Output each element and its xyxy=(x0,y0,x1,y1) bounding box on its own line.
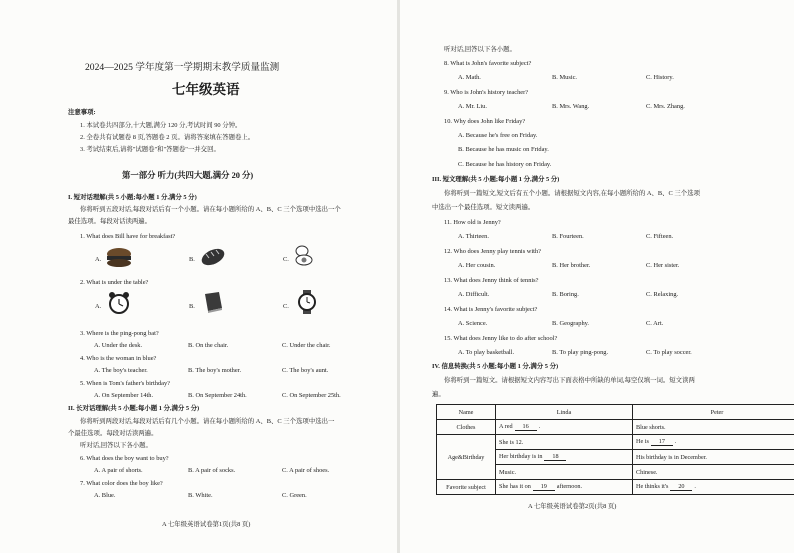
section-i-instruction-2: 最佳选项。每段对话读两遍。 xyxy=(68,218,152,225)
section-ii-instruction-1: 你将听到两段对话,每段对话后有几个小题。请在每小题所给的 A、B、C 三个选项中选出一 xyxy=(80,418,335,425)
q9-option-c: C. Mrs. Zhang. xyxy=(646,103,685,110)
q15-option-b: B. To play ping-pong. xyxy=(552,349,609,356)
note-2: 2. 全卷共有试题卷 8 页,答题卷 2 页。请将答案填在答题卷上。 xyxy=(80,134,255,141)
q13-option-a: A. Difficult. xyxy=(458,291,490,298)
q2-label-b: B. xyxy=(189,303,195,310)
q1-label-b: B. xyxy=(189,256,195,263)
peter-age-cell xyxy=(633,435,794,450)
q5-option-a: A. On September 14th. xyxy=(94,392,154,399)
linda-favorite-text: She has it on xyxy=(499,483,531,490)
book-icon xyxy=(198,290,228,314)
header-name: Name xyxy=(437,405,496,420)
q11-option-b: B. Fourteen. xyxy=(552,233,584,240)
question-1: 1. What does Bill have for breakfast? xyxy=(80,233,176,240)
linda-favorite-cell xyxy=(496,480,633,495)
q7-option-a: A. Blue. xyxy=(94,492,116,499)
right-page xyxy=(400,0,794,553)
peter-birthday-cell: His birthday is in December. xyxy=(633,450,794,465)
q13-option-c: C. Relaxing. xyxy=(646,291,679,298)
page-footer-left: A 七年级英语试卷第1页(共8 页) xyxy=(162,521,251,528)
linda-age-cell: She is 12. xyxy=(496,435,633,450)
question-14: 14. What is Jenny's favorite subject? xyxy=(444,306,538,313)
blank-17[interactable]: 17 xyxy=(651,438,673,446)
q7-option-b: B. White. xyxy=(188,492,213,499)
table-row-clothes xyxy=(437,420,794,435)
subject-title: 七年级英语 xyxy=(172,82,240,97)
row-label-clothes: Clothes xyxy=(437,420,496,435)
q10-option-b: B. Because he has music on Friday. xyxy=(458,146,549,153)
header-linda: Linda xyxy=(496,405,633,420)
q1-label-a: A. xyxy=(95,256,102,263)
q11-option-c: C. Fifteen. xyxy=(646,233,674,240)
q8-option-a: A. Math. xyxy=(458,74,481,81)
row-label-favorite-subject: Favorite subject xyxy=(437,480,496,495)
section-iii-heading: III. 短文理解(共 5 小题;每小题 1 分,满分 5 分) xyxy=(432,176,560,183)
linda-clothes-cell xyxy=(496,420,633,435)
q6-option-c: C. A pair of shoes. xyxy=(282,467,330,474)
question-11: 11. How old is Jenny? xyxy=(444,219,501,226)
section-ii-instruction-3: 听对话,回答以下各小题。 xyxy=(80,442,152,449)
page-footer-right: A 七年级英语试卷第2页(共8 页) xyxy=(528,503,617,510)
section-i-heading: I. 短对话理解(共 5 小题;每小题 1 分,满分 5 分) xyxy=(68,194,197,201)
q4-option-a: A. The boy's teacher. xyxy=(94,367,148,374)
q4-option-c: C. The boy's aunt. xyxy=(282,367,329,374)
header-peter: Peter xyxy=(633,405,794,420)
section-i-instruction-1: 你将听到五段对话,每段对话后有一个小题。请在每小题所给的 A、B、C 三个选项中选出一个 xyxy=(80,206,341,213)
table-row-age xyxy=(437,435,794,450)
q3-option-b: B. On the chair. xyxy=(188,342,229,349)
question-2: 2. What is under the table? xyxy=(80,279,149,286)
question-12: 12. Who does Jenny play tennis with? xyxy=(444,248,541,255)
section-iv-heading: IV. 信息转换(共 5 小题;每小题 1 分,满分 5 分) xyxy=(432,363,559,370)
linda-subject-cell: Music. xyxy=(496,465,633,480)
q2-label-a: A. xyxy=(95,303,102,310)
question-10: 10. Why does John like Friday? xyxy=(444,118,526,125)
q9-option-a: A. Mr. Liu. xyxy=(458,103,487,110)
q10-option-c: C. Because he has history on Friday. xyxy=(458,161,552,168)
info-table xyxy=(436,404,794,495)
question-3: 3. Where is the ping-pong bat? xyxy=(80,330,159,337)
q3-option-c: C. Under the chair. xyxy=(282,342,331,349)
linda-birthday-text: Her birthday is in xyxy=(499,453,543,460)
q10-option-a: A. Because he's free on Friday. xyxy=(458,132,538,139)
row-label-age-birthday: Age&Birthday xyxy=(437,435,496,480)
linda-birthday-cell xyxy=(496,450,633,465)
question-6: 6. What does the boy want to buy? xyxy=(80,455,169,462)
peter-clothes-cell: Blue shorts. xyxy=(633,420,794,435)
q12-option-b: B. Her brother. xyxy=(552,262,591,269)
q8-option-c: C. History. xyxy=(646,74,674,81)
section-iii-instruction-2: 中选出一个最佳选项。短文读两遍。 xyxy=(432,204,535,211)
q14-option-b: B. Geography. xyxy=(552,320,590,327)
q4-option-b: B. The boy's mother. xyxy=(188,367,242,374)
peter-age-text: He is xyxy=(636,438,649,445)
watch-icon xyxy=(292,290,322,314)
peter-subject-cell: Chinese. xyxy=(633,465,794,480)
period: . xyxy=(538,423,541,430)
notes-heading: 注意事项: xyxy=(68,109,96,116)
q13-option-b: B. Boring. xyxy=(552,291,579,298)
section-iv-instruction-2: 遍。 xyxy=(432,391,445,398)
question-7: 7. What color does the boy like? xyxy=(80,480,163,487)
blank-19[interactable]: 19 xyxy=(533,483,555,491)
table-row-favorite xyxy=(437,480,794,495)
hamburger-icon xyxy=(104,245,134,269)
period: . xyxy=(694,483,696,490)
q7-option-c: C. Green. xyxy=(282,492,307,499)
section-ii-instruction-2: 个最佳选项。每段对话读两遍。 xyxy=(68,430,158,437)
peter-favorite-text: He thinks it's xyxy=(636,483,669,490)
question-13: 13. What does Jenny think of tennis? xyxy=(444,277,539,284)
bread-icon xyxy=(198,244,228,268)
note-1: 1. 本试卷共四部分,十大题,满分 120 分,考试时间 90 分钟。 xyxy=(80,122,242,129)
question-15: 15. What does Jenny like to do after school? xyxy=(444,335,558,342)
linda-favorite-post: afternoon. xyxy=(556,483,583,490)
q15-option-a: A. To play basketball. xyxy=(458,349,515,356)
linda-clothes-text: A red xyxy=(499,423,513,430)
listening-intro: 听对话,回答以下各小题。 xyxy=(444,46,516,53)
q5-option-b: B. On September 24th. xyxy=(188,392,247,399)
q6-option-b: B. A pair of socks. xyxy=(188,467,236,474)
q2-label-c: C. xyxy=(283,303,289,310)
q3-option-a: A. Under the desk. xyxy=(94,342,143,349)
q9-option-b: B. Mrs. Wang. xyxy=(552,103,590,110)
q1-label-c: C. xyxy=(283,256,289,263)
q5-option-c: C. On September 25th. xyxy=(282,392,341,399)
note-3: 3. 考试结束后,请将"试题卷"和"答题卷"一并交回。 xyxy=(80,146,220,153)
peter-favorite-cell xyxy=(633,480,794,495)
q15-option-c: C. To play soccer. xyxy=(646,349,692,356)
q14-option-c: C. Art. xyxy=(646,320,664,327)
eggs-icon xyxy=(292,243,322,267)
blank-20[interactable]: 20 xyxy=(670,483,692,491)
question-4: 4. Who is the woman in blue? xyxy=(80,355,157,362)
q12-option-c: C. Her sister. xyxy=(646,262,680,269)
period: . xyxy=(674,438,677,445)
blank-18[interactable]: 18 xyxy=(544,453,566,461)
q8-option-b: B. Music. xyxy=(552,74,578,81)
table-header-row xyxy=(437,405,794,420)
section-ii-heading: II. 长对话理解(共 5 小题;每小题 1 分,满分 5 分) xyxy=(68,405,200,412)
exam-title: 2024—2025 学年度第一学期期末教学质量监测 xyxy=(85,62,280,73)
q11-option-a: A. Thirteen. xyxy=(458,233,489,240)
question-8: 8. What is John's favorite subject? xyxy=(444,60,532,67)
blank-16[interactable]: 16 xyxy=(515,423,537,431)
section-iv-instruction-1: 你将听到一篇短文。请根据短文内容写出下面表格中所缺的单词,每空仅填一词。短文读两 xyxy=(444,377,695,384)
part1-heading: 第一部分 听力(共四大题,满分 20 分) xyxy=(122,171,254,180)
alarm-clock-icon xyxy=(104,291,134,315)
q14-option-a: A. Science. xyxy=(458,320,488,327)
q12-option-a: A. Her cousin. xyxy=(458,262,496,269)
question-5: 5. When is Tom's father's birthday? xyxy=(80,380,171,387)
section-iii-instruction-1: 你将听到一篇短文,短文后有五个小题。请根据短文内容,在每小题所给的 A、B、C 三个选项 xyxy=(444,190,700,197)
q6-option-a: A. A pair of shorts. xyxy=(94,467,143,474)
question-9: 9. Who is John's history teacher? xyxy=(444,89,529,96)
